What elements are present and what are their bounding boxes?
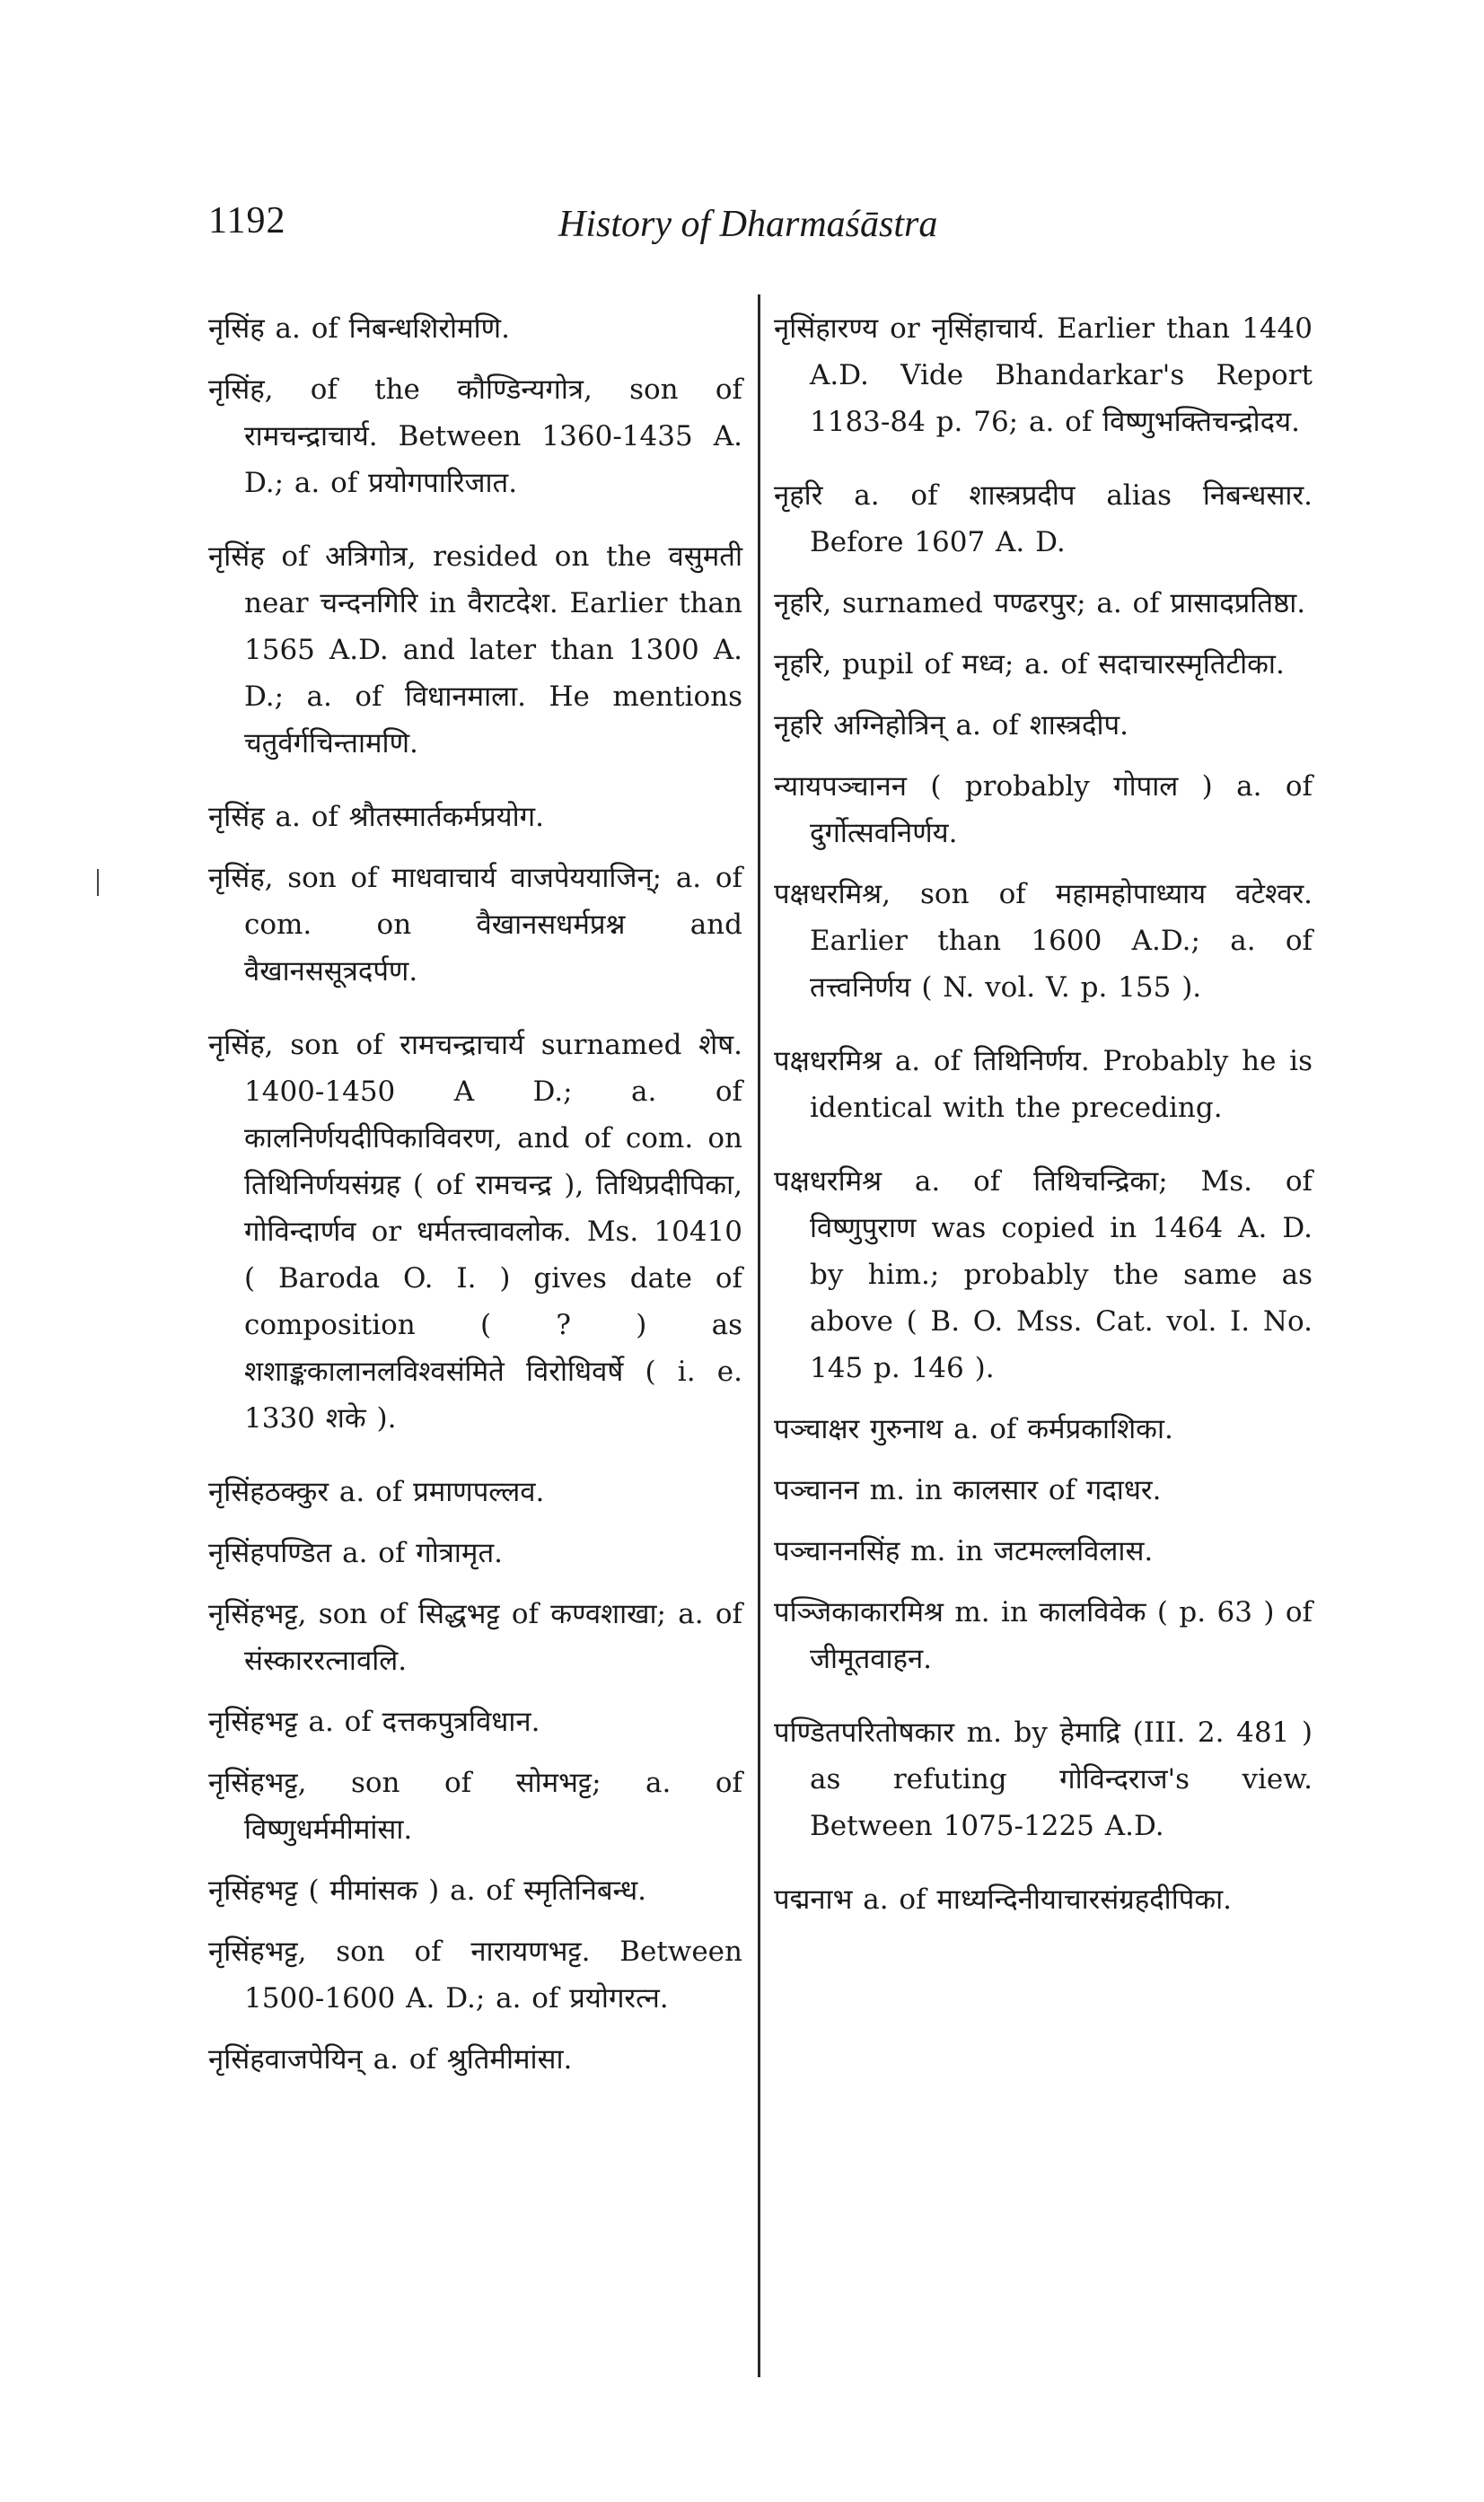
- right-entry-2: नृहरि a. of शास्त्रप्रदीप alias निबन्धसार. Before 1607 A. D.: [774, 479, 1313, 558]
- right-entry-12: पञ्चाननसिंह m. in जटमल्लविलास.: [774, 1535, 1154, 1567]
- left-entry-12: नृसिंहभट्ट ( मीमांसक ) a. of स्मृतिनिबन्ध.: [208, 1874, 647, 1907]
- margin-mark: [97, 869, 99, 896]
- left-column: [208, 305, 742, 2097]
- right-entry-11: पञ्चानन m. in कालसार of गदाधर.: [774, 1474, 1162, 1506]
- left-entry-9: नृसिंहभट्ट, son of सिद्धभट्ट of कण्वशाखा; a. of संस्काररत्नावलि.: [208, 1598, 742, 1677]
- right-entry-7: पक्षधरमिश्र, son of महामहोपाध्याय वटेश्वर. Earlier than 1600 A.D.; a. of तत्त्वनिर्णय ( N. vol. V. p. 155 ).: [774, 878, 1313, 1004]
- left-entry-7: नृसिंहठक्कुर a. of प्रमाणपल्लव.: [208, 1476, 545, 1508]
- right-entry-15: पद्मनाभ a. of माध्यन्दिनीयाचारसंग्रहदीपिका.: [774, 1883, 1233, 1916]
- left-entry-11: नृसिंहभट्ट, son of सोमभट्ट; a. of विष्णुधर्ममीमांसा.: [208, 1767, 742, 1846]
- page-number: 1192: [208, 200, 286, 241]
- left-entry-14: नृसिंहवाजपेयिन् a. of श्रुतिमीमांसा.: [208, 2043, 573, 2076]
- right-entry-13: पञ्जिकाकारमिश्र m. in कालविवेक ( p. 63 ) of जीमूतवाहन.: [774, 1596, 1313, 1675]
- left-entry-1: नृसिंह a. of निबन्धशिरोमणि.: [208, 312, 510, 345]
- right-entry-8: पक्षधरमिश्र a. of तिथिनिर्णय. Probably he is identical with the preceding.: [774, 1045, 1313, 1124]
- right-entry-14: पण्डितपरितोषकार m. by हेमाद्रि (III. 2. 481 ) as refuting गोविन्दराज's view. Between 1075-1225 A.D.: [774, 1716, 1313, 1842]
- right-entry-1: नृसिंहारण्य or नृसिंहाचार्य. Earlier than 1440 A.D. Vide Bhandarkar's Report 1183-84 p. 76; a. of विष्णुभक्तिचन्द्रोदय.: [774, 312, 1313, 438]
- left-entry-8: नृसिंहपण्डित a. of गोत्रामृत.: [208, 1537, 503, 1569]
- left-entry-6: नृसिंह, son of रामचन्द्राचार्य surnamed शेष. 1400-1450 A D.; a. of कालनिर्णयदीपिकाविवरण, and of com. on तिथिनिर्णयसंग्रह ( of रामचन्द्र ), तिथिप्रदीपिका, गोविन्दार्णव or धर्मतत्त्वावलोक. Ms. 10410 ( Baroda O. I. ) gives date of composition ( ? ) as शशाङ्ककालानलविश्वसंमिते विरोधिवर्षे ( i. e. 1330 शके ).: [208, 1029, 742, 1435]
- left-entry-2: नृसिंह, of the कौण्डिन्यगोत्र, son of रामचन्द्राचार्य. Between 1360-1435 A. D.; a. of प्रयोगपारिजात.: [208, 373, 742, 499]
- right-entry-3: नृहरि, surnamed पण्ढरपुर; a. of प्रासादप्रतिष्ठा.: [774, 587, 1306, 619]
- running-title: History of Dharmaśāstra: [558, 204, 938, 245]
- column-divider: [758, 294, 760, 2377]
- left-entry-3: नृसिंह of अत्रिगोत्र, resided on the वसुमती near चन्दनगिरि in वैराटदेश. Earlier than 1565 A.D. and later than 1300 A. D.; a. of विधानमाला. He mentions चतुर्वर्गचिन्तामणि.: [208, 540, 742, 759]
- right-entry-9: पक्षधरमिश्र a. of तिथिचन्द्रिका; Ms. of विष्णुपुराण was copied in 1464 A. D. by him.; probably the same as above ( B. O. Mss. Cat. vol. I. No. 145 p. 146 ).: [774, 1165, 1313, 1384]
- right-entry-5: नृहरि अग्निहोत्रिन् a. of शास्त्रदीप.: [774, 709, 1128, 742]
- left-entry-13: नृसिंहभट्ट, son of नारायणभट्ट. Between 1500-1600 A. D.; a. of प्रयोगरत्न.: [208, 1936, 742, 2015]
- right-entry-4: नृहरि, pupil of मध्व; a. of सदाचारस्मृतिटीका.: [774, 648, 1285, 680]
- right-entry-6: न्यायपञ्चानन ( probably गोपाल ) a. of दुर्गोत्सवनिर्णय.: [774, 770, 1313, 849]
- left-entry-10: नृसिंहभट्ट a. of दत्तकपुत्रविधान.: [208, 1706, 540, 1738]
- right-column: [774, 305, 1313, 1937]
- left-entry-4: नृसिंह a. of श्रौतस्मार्तकर्मप्रयोग.: [208, 801, 544, 833]
- right-entry-10: पञ्चाक्षर गुरुनाथ a. of कर्मप्रकाशिका.: [774, 1413, 1173, 1445]
- left-entry-5: नृसिंह, son of माधवाचार्य वाजपेययाजिन्; a. of com. on वैखानसधर्मप्रश्न and वैखानससूत्रदर्पण.: [208, 862, 742, 988]
